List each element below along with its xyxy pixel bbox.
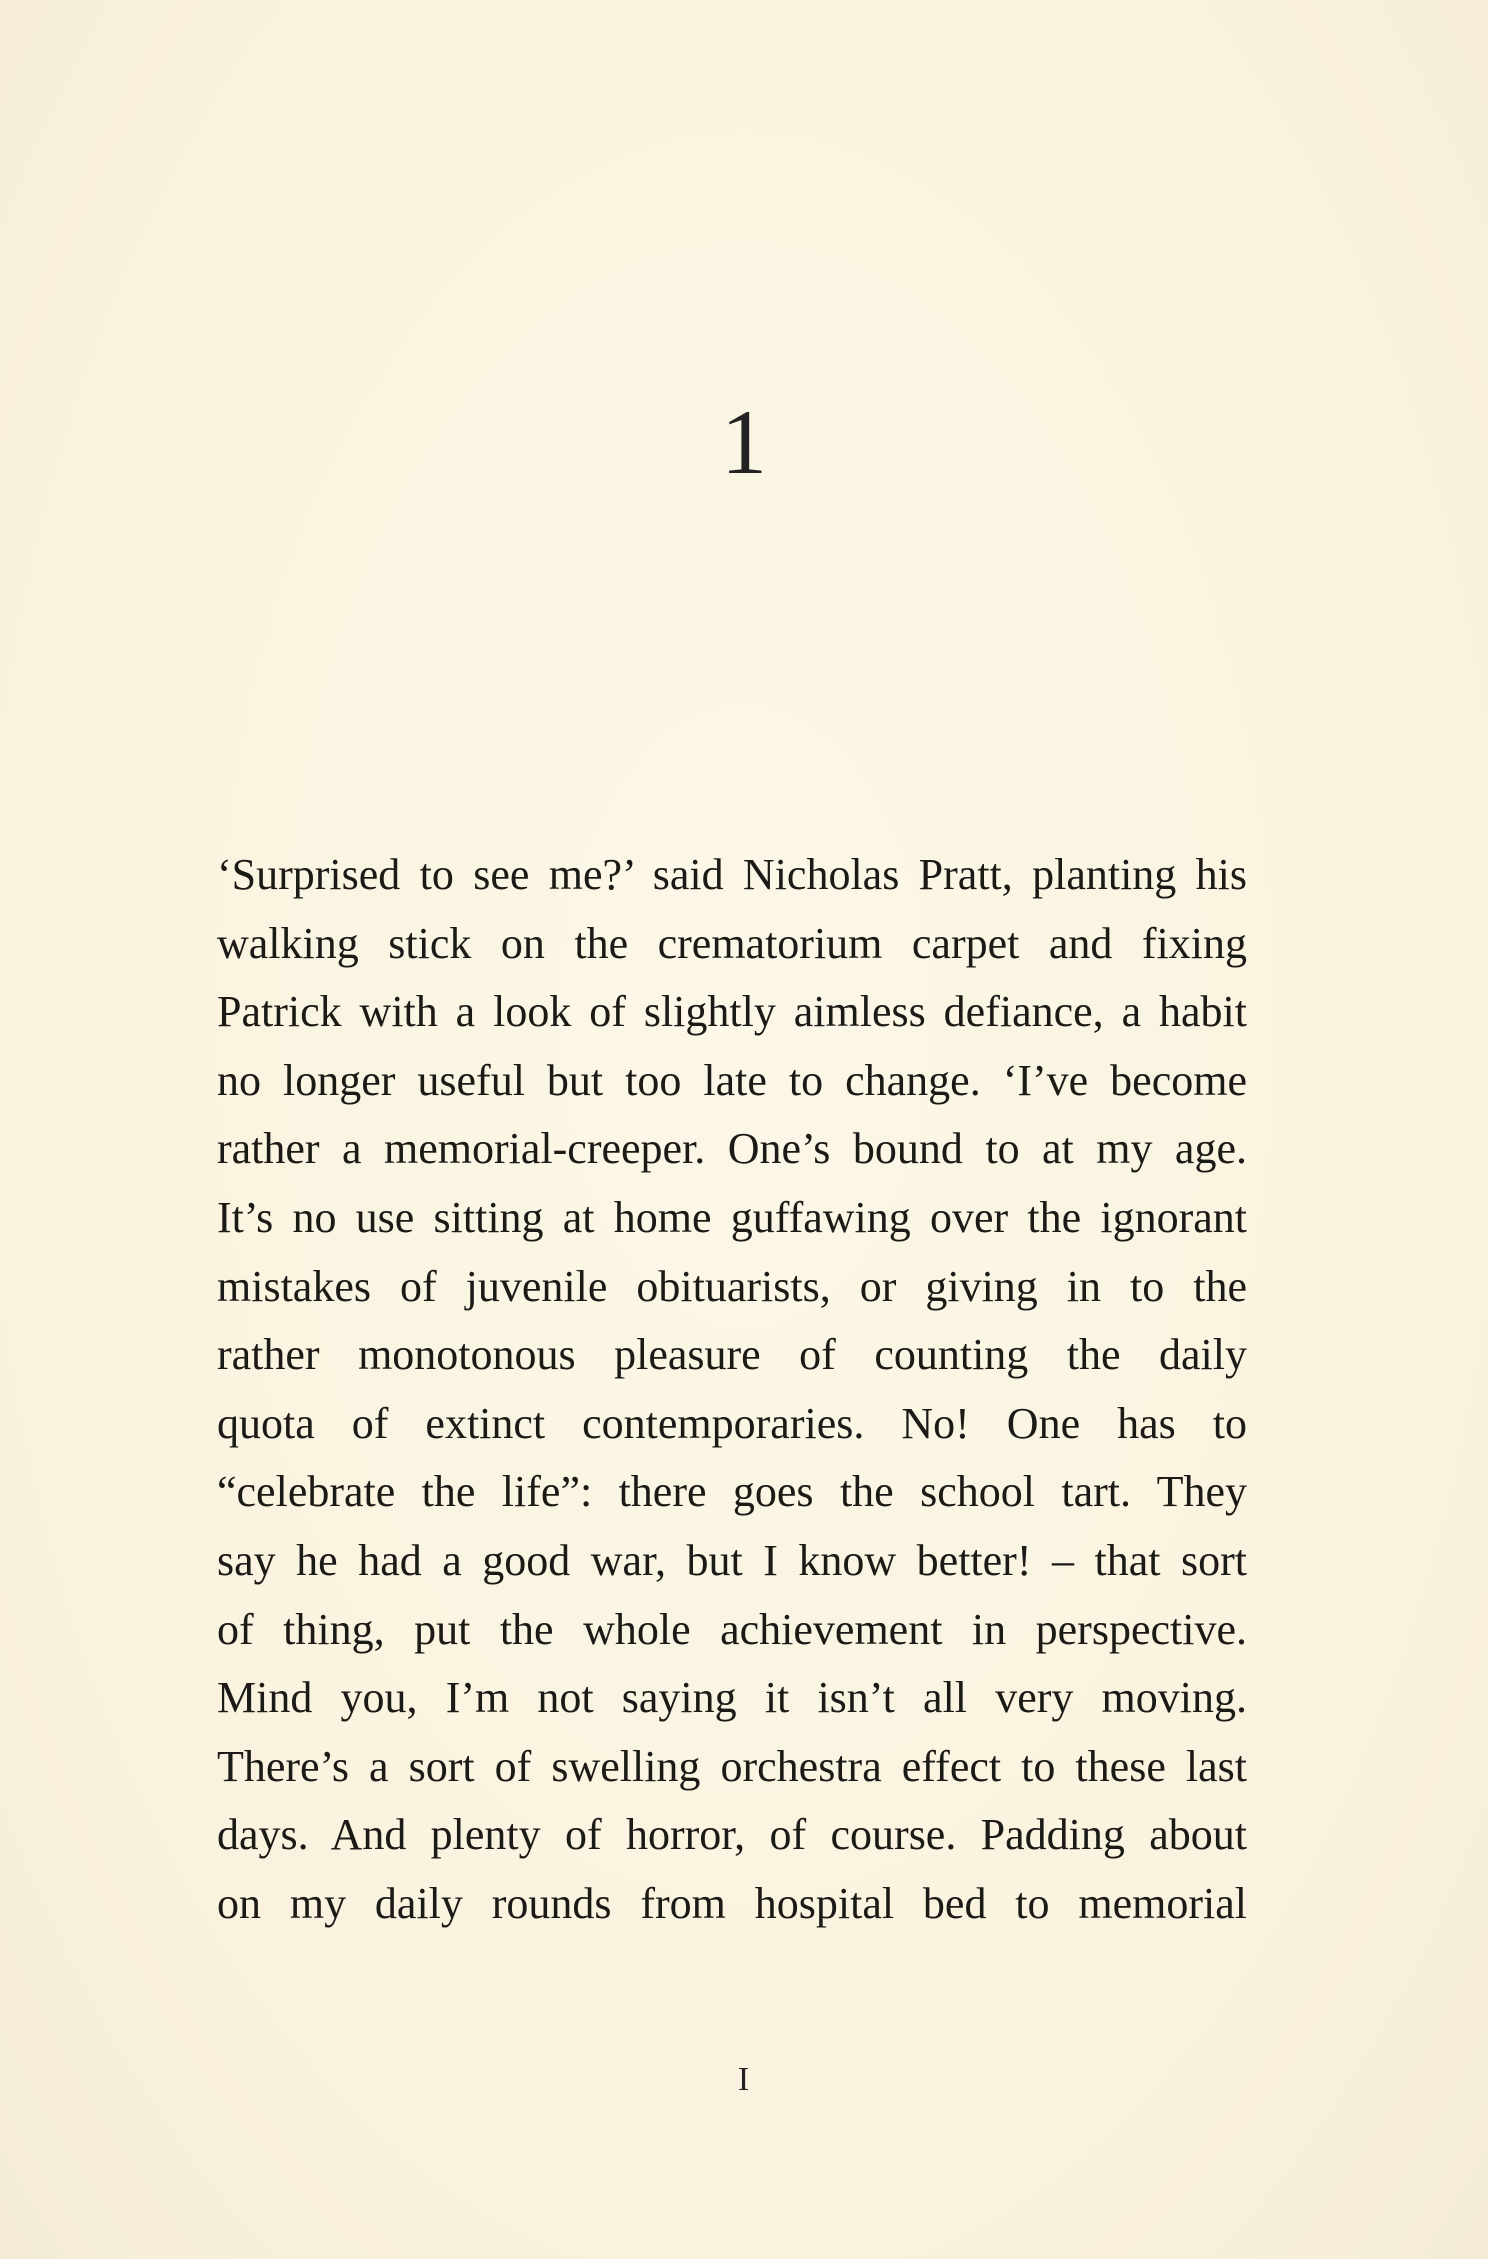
text-line: on my daily rounds from hospital bed to memorial (217, 1878, 1247, 1928)
text-line: It’s no use sitting at home guffawing over the ignorant (217, 1192, 1247, 1242)
page-number: I (737, 2061, 751, 2098)
text-line: of thing, put the whole achievement in perspective. (217, 1604, 1247, 1654)
text-line: say he had a good war, but I know better! – that sort (217, 1535, 1247, 1585)
text-line: Patrick with a look of slightly aimless defiance, a habit (217, 987, 1247, 1037)
text-line: quota of extinct contemporaries. No! One has to (217, 1398, 1247, 1448)
text-line: mistakes of juvenile obituarists, or giving in to the (217, 1261, 1247, 1311)
text-line: days. And plenty of horror, of course. Padding about (217, 1810, 1247, 1860)
body-text (217, 841, 1247, 1939)
chapter-number: 1 (721, 391, 767, 493)
text-line: “celebrate the life”: there goes the school tart. They (217, 1467, 1247, 1517)
text-line: rather a memorial-creeper. One’s bound to at my age. (217, 1124, 1247, 1174)
text-line: Mind you, I’m not saying it isn’t all very moving. (217, 1673, 1247, 1723)
text-line: There’s a sort of swelling orchestra effect to these last (217, 1741, 1247, 1791)
text-line: no longer useful but too late to change. ‘I’ve become (217, 1055, 1247, 1105)
text-line: rather monotonous pleasure of counting the daily (217, 1330, 1247, 1380)
text-line: walking stick on the crematorium carpet and fixing (217, 918, 1247, 968)
text-line: ‘Surprised to see me?’ said Nicholas Pratt, planting his (217, 850, 1247, 899)
